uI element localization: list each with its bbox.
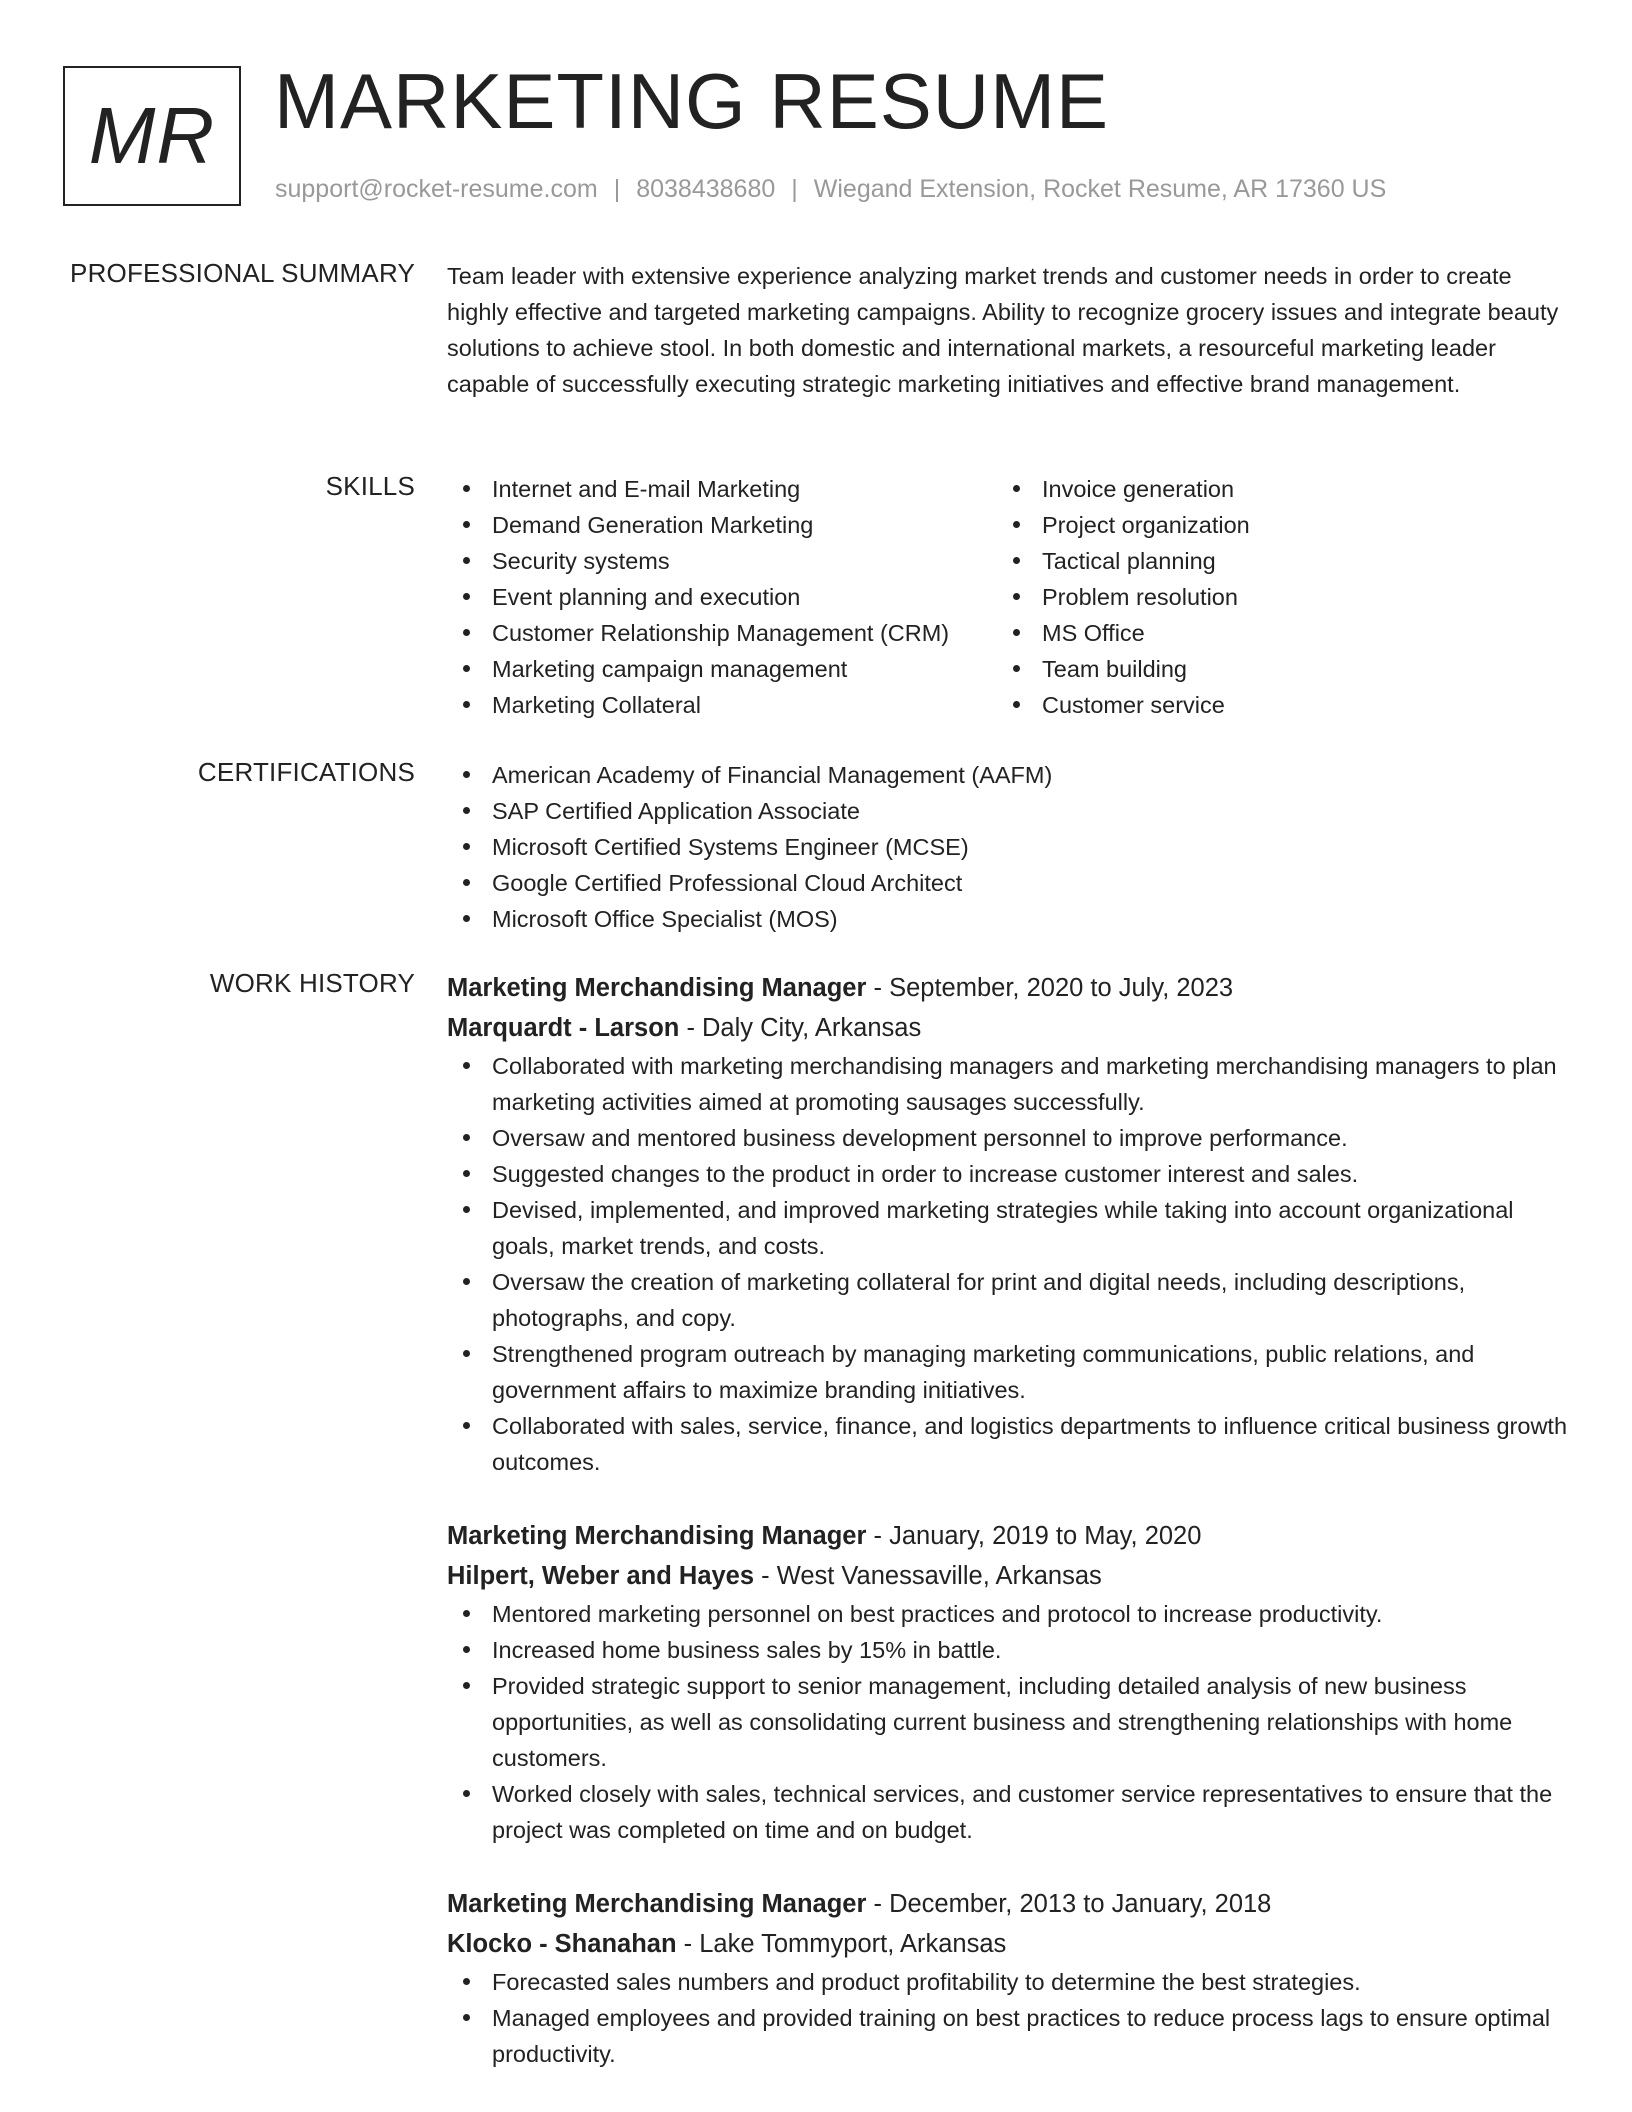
- list-item: Devised, implemented, and improved marketing strategies while taking into account organizational goals, market trends, and costs.: [447, 1192, 1567, 1264]
- list-item: Collaborated with marketing merchandising managers and marketing merchandising managers to plan marketing activities aimed at promoting sausages successfully.: [447, 1048, 1567, 1120]
- list-item: Team building: [997, 651, 1547, 687]
- job-location: - Daly City, Arkansas: [679, 1014, 922, 1042]
- job-title: Marketing Merchandising Manager: [447, 1890, 867, 1918]
- contact-phone: 8038438680: [636, 175, 776, 203]
- job-company: Hilpert, Weber and Hayes: [447, 1562, 755, 1590]
- job-dates: - January, 2019 to May, 2020: [866, 1522, 1202, 1550]
- list-item: Project organization: [997, 507, 1547, 543]
- section-label-work-history: WORK HISTORY: [209, 968, 415, 998]
- list-item: Suggested changes to the product in order to increase customer interest and sales.: [447, 1156, 1567, 1192]
- list-item: Increased home business sales by 15% in battle.: [447, 1632, 1567, 1668]
- list-item: Oversaw and mentored business development personnel to improve performance.: [447, 1120, 1567, 1156]
- list-item: Google Certified Professional Cloud Architect: [447, 865, 1567, 901]
- job-title-line: [447, 1516, 1567, 1556]
- list-item: Forecasted sales numbers and product profitability to determine the best strategies.: [447, 1964, 1567, 2000]
- list-item: Event planning and execution: [447, 579, 997, 615]
- list-item: Strengthened program outreach by managing marketing communications, public relations, and government affairs to maximize branding initiatives.: [447, 1336, 1567, 1408]
- job-title-line: [447, 1884, 1567, 1924]
- contact-separator: |: [791, 175, 798, 203]
- contact-address: Wiegand Extension, Rocket Resume, AR 17360 US: [813, 175, 1387, 203]
- job-title-line: [447, 968, 1567, 1008]
- job-title: Marketing Merchandising Manager: [447, 1522, 867, 1550]
- job-bullets: [447, 1964, 1567, 2072]
- job-company-line: [447, 1556, 1567, 1596]
- list-item: MS Office: [997, 615, 1547, 651]
- list-item: Customer Relationship Management (CRM): [447, 615, 997, 651]
- list-item: Internet and E-mail Marketing: [447, 471, 997, 507]
- list-item: SAP Certified Application Associate: [447, 793, 1567, 829]
- list-item: Tactical planning: [997, 543, 1547, 579]
- job-entry: [447, 1884, 1567, 2072]
- list-item: Collaborated with sales, service, finance, and logistics departments to influence critical business growth outcomes.: [447, 1408, 1567, 1480]
- resume-title: MARKETING RESUME: [274, 57, 1110, 145]
- list-item: American Academy of Financial Management (AAFM): [447, 757, 1567, 793]
- list-item: Marketing campaign management: [447, 651, 997, 687]
- job-entry: [447, 1516, 1567, 1848]
- list-item: Microsoft Certified Systems Engineer (MCSE): [447, 829, 1567, 865]
- list-item: Provided strategic support to senior management, including detailed analysis of new business opportunities, as well as consolidating current business and strengthening relationships with home customers.: [447, 1668, 1567, 1776]
- list-item: Demand Generation Marketing: [447, 507, 997, 543]
- job-title: Marketing Merchandising Manager: [447, 974, 867, 1002]
- skills-list-left: [447, 471, 997, 723]
- job-company: Marquardt - Larson: [447, 1014, 680, 1042]
- skills-list-right: [997, 471, 1547, 723]
- list-item: Invoice generation: [997, 471, 1547, 507]
- section-label-certifications: CERTIFICATIONS: [197, 757, 415, 787]
- certifications-list: [447, 757, 1567, 937]
- section-label-skills: SKILLS: [325, 471, 415, 501]
- list-item: Worked closely with sales, technical services, and customer service representatives to ensure that the project was completed on time and on budget.: [447, 1776, 1567, 1848]
- job-company-line: [447, 1924, 1567, 1964]
- job-company: Klocko - Shanahan: [447, 1930, 677, 1958]
- list-item: Security systems: [447, 543, 997, 579]
- list-item: Problem resolution: [997, 579, 1547, 615]
- job-bullets: [447, 1048, 1567, 1480]
- job-bullets: [447, 1596, 1567, 1848]
- job-dates: - September, 2020 to July, 2023: [866, 974, 1234, 1002]
- job-location: - West Vanessaville, Arkansas: [754, 1562, 1102, 1590]
- contact-email: support@rocket-resume.com: [275, 175, 598, 203]
- job-location: - Lake Tommyport, Arkansas: [676, 1930, 1007, 1958]
- list-item: Mentored marketing personnel on best practices and protocol to increase productivity.: [447, 1596, 1567, 1632]
- jobs-list: [447, 968, 1567, 2072]
- summary-text: Team leader with extensive experience analyzing market trends and customer needs in order to create highly effective and targeted marketing campaigns. Ability to recognize grocery issues and integrate beauty solutions to achieve stool. In both domestic and international markets, a resourceful marketing leader capable of successfully executing strategic marketing initiatives and effective brand management.: [447, 263, 1559, 397]
- contact-line: [275, 175, 1386, 204]
- monogram-text: MR: [88, 91, 216, 180]
- list-item: Managed employees and provided training on best practices to reduce process lags to ensure optimal productivity.: [447, 2000, 1567, 2072]
- list-item: Microsoft Office Specialist (MOS): [447, 901, 1567, 937]
- monogram-badge: [63, 66, 241, 206]
- list-item: Oversaw the creation of marketing collateral for print and digital needs, including descriptions, photographs, and copy.: [447, 1264, 1567, 1336]
- list-item: Marketing Collateral: [447, 687, 997, 723]
- job-dates: - December, 2013 to January, 2018: [866, 1890, 1272, 1918]
- job-entry: [447, 968, 1567, 1480]
- contact-separator: |: [613, 175, 621, 203]
- job-company-line: [447, 1008, 1567, 1048]
- section-label-summary: PROFESSIONAL SUMMARY: [70, 258, 415, 288]
- list-item: Customer service: [997, 687, 1547, 723]
